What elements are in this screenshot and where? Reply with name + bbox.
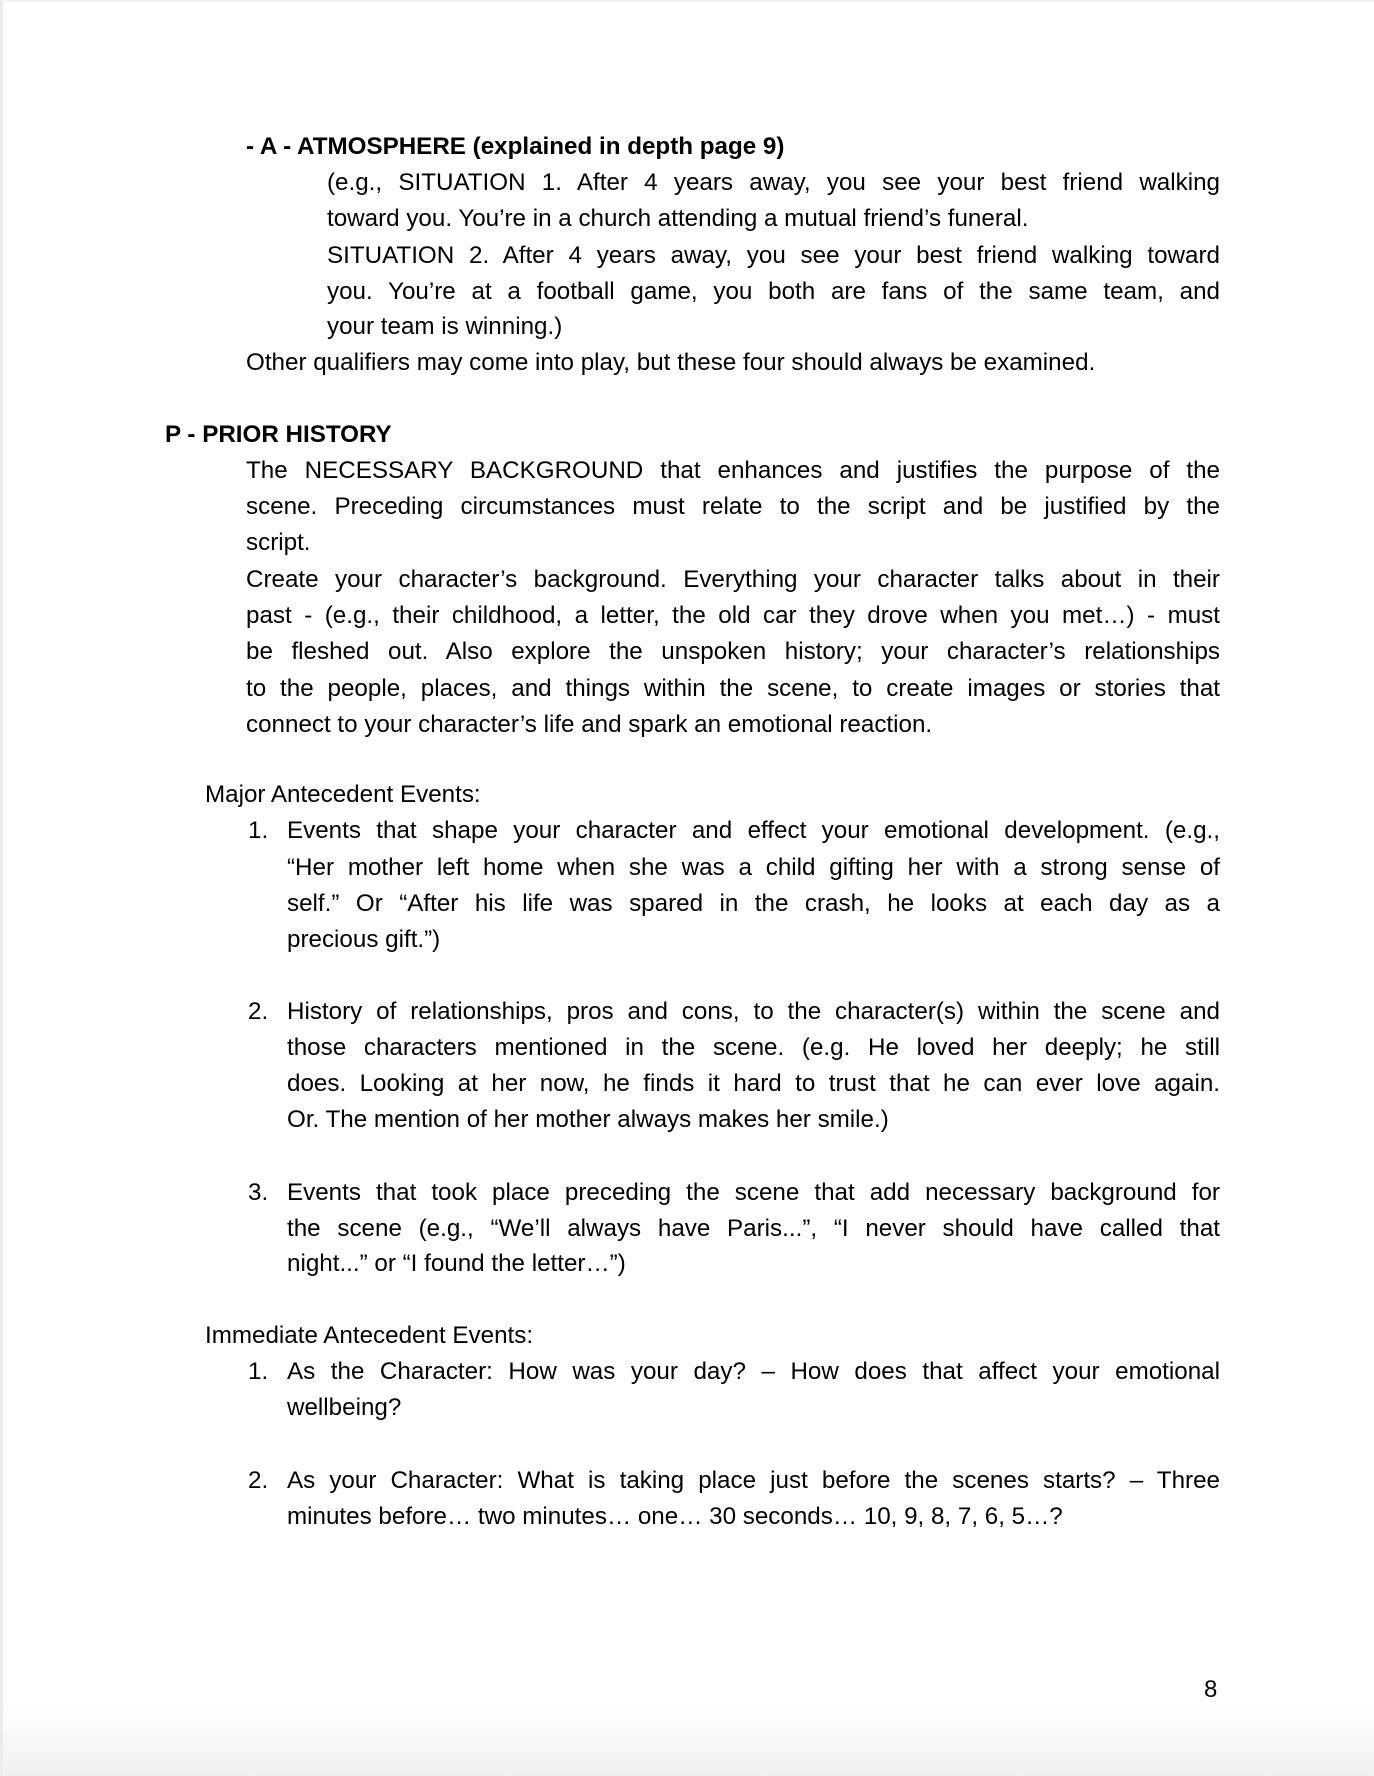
atmosphere-example-line: your team is winning.): [327, 313, 563, 340]
atmosphere-heading: - A - ATMOSPHERE (explained in depth page 9): [246, 133, 785, 160]
list-item-line: self.” Or “After his life was spared in the crash, he looks at each day as a: [287, 890, 1220, 917]
prior-history-heading: P - PRIOR HISTORY: [165, 421, 392, 448]
prior-history-line: script.: [246, 529, 311, 556]
prior-history-line: scene. Preceding circumstances must relate to the script and be justified by the: [246, 493, 1220, 520]
immediate-antecedent-label: Immediate Antecedent Events:: [205, 1322, 534, 1349]
page-number: 8: [1204, 1676, 1218, 1703]
atmosphere-example-line: toward you. You’re in a church attending a mutual friend’s funeral.: [327, 205, 1029, 232]
list-item-number: 3.: [248, 1179, 269, 1206]
list-item-line: the scene (e.g., “We’ll always have Paris...”, “I never should have called that: [287, 1215, 1220, 1242]
list-item-line: those characters mentioned in the scene. (e.g. He loved her deeply; he still: [287, 1034, 1220, 1061]
list-item-line: precious gift.”): [287, 926, 441, 953]
prior-history-line: to the people, places, and things within the scene, to create images or stories that: [246, 675, 1220, 702]
list-item-line: night...” or “I found the letter…”): [287, 1250, 626, 1277]
list-item-line: minutes before… two minutes… one… 30 seconds… 10, 9, 8, 7, 6, 5…?: [287, 1503, 1063, 1530]
list-item-number: 1.: [248, 1358, 269, 1385]
list-item-number: 1.: [248, 817, 269, 844]
list-item-line: Events that shape your character and effect your emotional development. (e.g.,: [287, 817, 1220, 844]
list-item-line: History of relationships, pros and cons, to the character(s) within the scene and: [287, 998, 1220, 1025]
list-item-line: As your Character: What is taking place just before the scenes starts? – Three: [287, 1467, 1220, 1494]
page-bottom-shadow: [3, 1706, 1374, 1776]
list-item-number: 2.: [248, 1467, 269, 1494]
major-antecedent-label: Major Antecedent Events:: [205, 781, 481, 808]
list-item-line: wellbeing?: [287, 1394, 402, 1421]
prior-history-line: past - (e.g., their childhood, a letter, the old car they drove when you met…) - must: [246, 602, 1220, 629]
atmosphere-example-line: SITUATION 2. After 4 years away, you see your best friend walking toward: [327, 242, 1220, 269]
list-item-line: “Her mother left home when she was a child gifting her with a strong sense of: [287, 854, 1220, 881]
atmosphere-example-line: you. You’re at a football game, you both are fans of the same team, and: [327, 278, 1220, 305]
list-item-line: does. Looking at her now, he finds it hard to trust that he can ever love again.: [287, 1070, 1220, 1097]
list-item-line: Events that took place preceding the scene that add necessary background for: [287, 1179, 1220, 1206]
list-item-line: Or. The mention of her mother always makes her smile.): [287, 1106, 889, 1133]
prior-history-line: The NECESSARY BACKGROUND that enhances and justifies the purpose of the: [246, 457, 1220, 484]
list-item-line: As the Character: How was your day? – How does that affect your emotional: [287, 1358, 1220, 1385]
prior-history-line: Create your character’s background. Everything your character talks about in their: [246, 566, 1220, 593]
atmosphere-example-line: (e.g., SITUATION 1. After 4 years away, you see your best friend walking: [327, 169, 1220, 196]
prior-history-line: be fleshed out. Also explore the unspoken history; your character’s relationships: [246, 638, 1220, 665]
atmosphere-closing: Other qualifiers may come into play, but these four should always be examined.: [246, 349, 1096, 376]
prior-history-line: connect to your character’s life and spark an emotional reaction.: [246, 711, 933, 738]
list-item-number: 2.: [248, 998, 269, 1025]
